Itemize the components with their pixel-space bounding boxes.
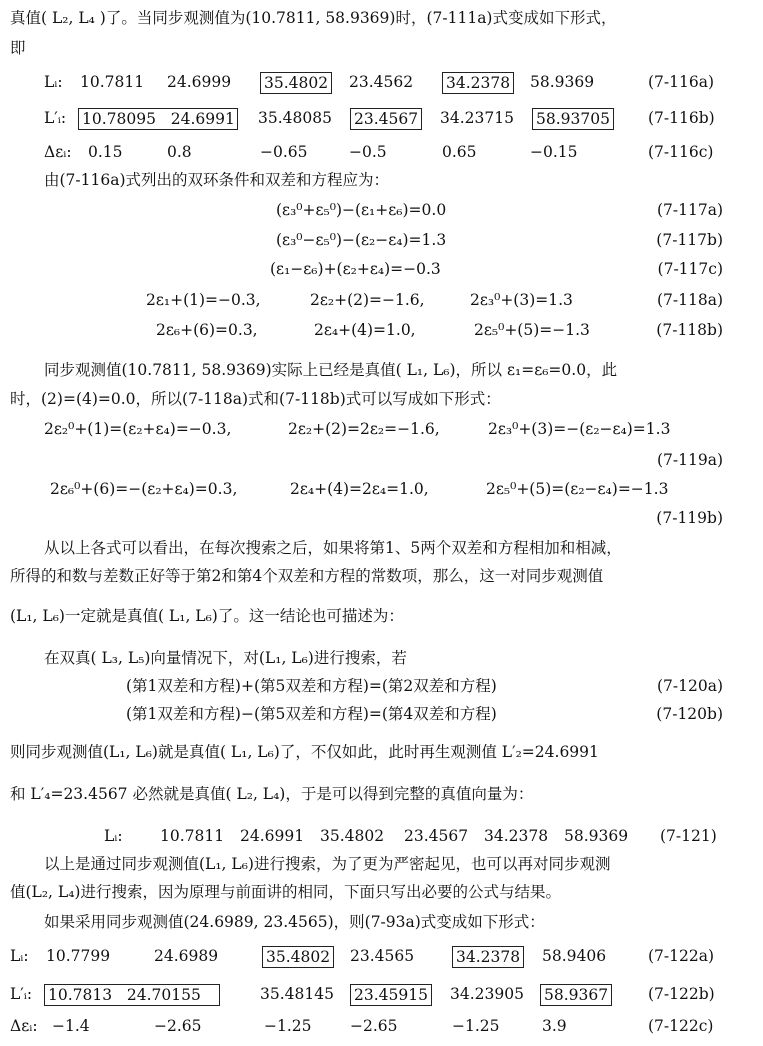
equation-number: (7-117b): [656, 231, 723, 249]
value-cell: 58.9369: [530, 73, 595, 91]
paragraph-line: 由(7-116a)式列出的双环条件和双差和方程应为：: [44, 171, 390, 189]
paragraph-line: 在双真( L₃, L₅)向量情况下，对(L₁, L₆)进行搜索，若: [44, 649, 407, 667]
row-label: L′ᵢ:: [44, 109, 67, 127]
row-label: Lᵢ:: [44, 73, 63, 91]
value-cell: −2.65: [154, 1017, 202, 1035]
paragraph-line: 所得的和数与差数正好等于第2和第4个双差和方程的常数项，那么，这一对同步观测值: [10, 567, 604, 585]
equation-part: 2ε₃⁰+(3)=1.3: [470, 291, 573, 309]
paragraph-line: 即: [10, 39, 26, 57]
value-cell: −2.65: [350, 1017, 398, 1035]
equation-117a: (ε₃⁰+ε₅⁰)−(ε₁+ε₆)=0.0: [276, 201, 447, 219]
boxed-value: 58.93705: [532, 108, 614, 130]
paragraph-line: 从以上各式可以看出，在每次搜索之后，如果将第1、5两个双差和方程相加和相减，: [44, 539, 622, 557]
equation-part: 2ε₄+(4)=1.0,: [314, 321, 416, 339]
equation-number: (7-119b): [656, 509, 723, 527]
paragraph-line: 时，(2)=(4)=0.0，所以(7-118a)式和(7-118b)式可以写成如下形式：: [10, 390, 501, 408]
equation-part: 2ε₅⁰+(5)=(ε₂−ε₄)=−1.3: [486, 480, 669, 498]
value-cell: −1.4: [52, 1017, 90, 1035]
paragraph-line: 和 L′₄=23.4567 必然就是真值( L₂, L₄)，于是可以得到完整的真值向量为：: [10, 785, 534, 803]
paragraph-line: 值(L₂, L₄)进行搜索，因为原理与前面讲的相同，下面只写出必要的公式与结果。: [10, 883, 561, 901]
value-cell: 23.4565: [350, 947, 415, 965]
value-cell: 58.9369: [564, 827, 629, 845]
equation-number: (7-116c): [648, 143, 714, 161]
row-label: L′ᵢ:: [10, 985, 33, 1003]
value-cell: −1.25: [452, 1017, 500, 1035]
paragraph-line: 以上是通过同步观测值(L₁, L₆)进行搜索，为了更为严密起见，也可以再对同步观测: [44, 855, 611, 873]
equation-number: (7-121): [660, 827, 717, 845]
value-cell: 10.7811: [80, 73, 145, 91]
paragraph-line: 则同步观测值(L₁, L₆)就是真值( L₁, L₆)了，不仅如此，此时再生观测值 L′₂=24.6991: [10, 743, 599, 761]
value-cell: 10.7813: [48, 986, 113, 1004]
boxed-value: 23.4567: [350, 108, 422, 130]
value-cell: 34.23905: [450, 985, 524, 1003]
equation-number: (7-119a): [656, 451, 723, 469]
value-cell: 35.48145: [260, 985, 334, 1003]
equation-number: (7-117c): [657, 260, 723, 278]
boxed-pair: [78, 108, 238, 130]
value-cell: 58.9406: [542, 947, 607, 965]
equation-part: 2ε₂+(2)=−1.6,: [310, 291, 425, 309]
equation-number: (7-122b): [648, 985, 715, 1003]
value-cell: 23.4567: [404, 827, 469, 845]
row-label: Δεᵢ:: [44, 143, 72, 161]
equation-part: 2ε₂+(2)=2ε₂=−1.6,: [288, 420, 440, 438]
boxed-value: 34.2378: [452, 946, 524, 968]
value-cell: 0.65: [442, 143, 477, 161]
value-cell: 24.6991: [170, 110, 235, 128]
boxed-value: 35.4802: [262, 946, 334, 968]
value-cell: 35.48085: [258, 109, 332, 127]
boxed-value: 58.9367: [540, 984, 612, 1006]
equation-number: (7-120b): [656, 705, 723, 723]
value-cell: 10.78095: [82, 110, 156, 128]
value-cell: 35.4802: [320, 827, 385, 845]
equation-number: (7-117a): [656, 201, 723, 219]
value-cell: 3.9: [542, 1017, 567, 1035]
equation-part: 2ε₂⁰+(1)=(ε₂+ε₄)=−0.3,: [44, 420, 232, 438]
value-cell: 24.6999: [167, 73, 232, 91]
paragraph-line: (L₁, L₆)一定就是真值( L₁, L₆)了。这一结论也可描述为：: [10, 607, 404, 625]
equation-number: (7-116b): [648, 109, 715, 127]
equation-part: 2ε₆+(6)=0.3,: [156, 321, 258, 339]
value-cell: −0.5: [349, 143, 387, 161]
paragraph-line: 如果采用同步观测值(24.6989, 23.4565)，则(7-93a)式变成如下形式：: [44, 913, 545, 931]
value-cell: 10.7811: [160, 827, 225, 845]
value-cell: 0.8: [167, 143, 192, 161]
equation-number: (7-118b): [656, 321, 723, 339]
paragraph-line: 真值( L₂, L₄ )了。当同步观测值为(10.7811, 58.9369)时，(7-111a)式变成如下形式，: [10, 9, 617, 27]
value-cell: 34.23715: [440, 109, 514, 127]
equation-part: 2ε₁+(1)=−0.3,: [146, 291, 261, 309]
boxed-value: 34.2378: [442, 72, 514, 94]
equation-number: (7-118a): [656, 291, 723, 309]
boxed-value: 23.45915: [350, 984, 432, 1006]
equation-number: (7-122a): [648, 947, 715, 965]
boxed-value: 35.4802: [260, 72, 332, 94]
equation-number: (7-122c): [648, 1017, 714, 1035]
equation-part: 2ε₆⁰+(6)=−(ε₂+ε₄)=0.3,: [50, 480, 238, 498]
equation-part: 2ε₃⁰+(3)=−(ε₂−ε₄)=1.3: [488, 420, 671, 438]
row-label: Lᵢ:: [10, 947, 29, 965]
value-cell: 0.15: [88, 143, 123, 161]
value-cell: 24.6991: [240, 827, 305, 845]
value-cell: −0.15: [530, 143, 578, 161]
row-label: Lᵢ:: [104, 827, 123, 845]
value-cell: 24.70155: [126, 986, 201, 1004]
value-cell: −0.65: [260, 143, 308, 161]
equation-part: 2ε₄+(4)=2ε₄=1.0,: [290, 480, 429, 498]
value-cell: −1.25: [264, 1017, 312, 1035]
equation-117c: (ε₁−ε₆)+(ε₂+ε₄)=−0.3: [270, 260, 441, 278]
equation-120a: (第1双差和方程)+(第5双差和方程)=(第2双差和方程): [126, 677, 497, 695]
value-cell: 23.4562: [349, 73, 414, 91]
equation-number: (7-116a): [648, 73, 715, 91]
paragraph-line: 同步观测值(10.7811, 58.9369)实际上已经是真值( L₁, L₆)，所以 ε₁=ε₆=0.0，此: [44, 361, 618, 379]
value-cell: 24.6989: [154, 947, 219, 965]
value-cell: 10.7799: [46, 947, 111, 965]
equation-120b: (第1双差和方程)−(第5双差和方程)=(第4双差和方程): [126, 705, 497, 723]
equation-number: (7-120a): [656, 677, 723, 695]
value-cell: 34.2378: [484, 827, 549, 845]
equation-part: 2ε₅⁰+(5)=−1.3: [474, 321, 590, 339]
row-label: Δεᵢ:: [10, 1017, 38, 1035]
equation-117b: (ε₃⁰−ε₅⁰)−(ε₂−ε₄)=1.3: [276, 231, 447, 249]
boxed-pair: [44, 984, 220, 1006]
